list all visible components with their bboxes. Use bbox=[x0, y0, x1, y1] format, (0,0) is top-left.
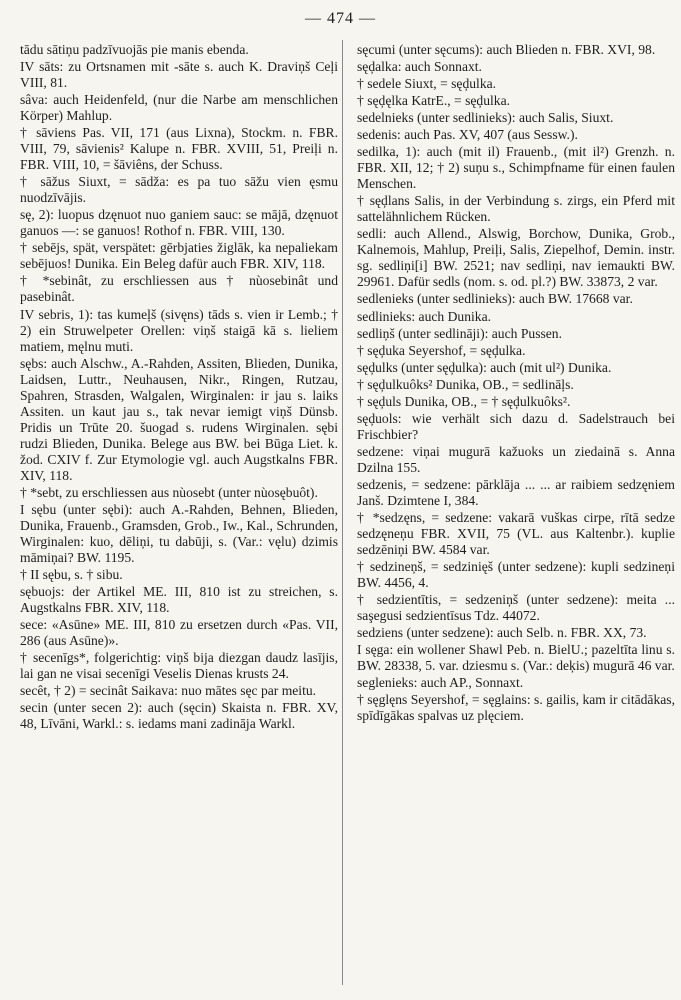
entry: sedzenis, = sedzene: pārklāja ... ... ar raibiem sedzęniem Janš. Dzimtene I, 384. bbox=[357, 476, 675, 508]
entry: sę, 2): luopus dzęnuot nuo ganiem sauc: se mājā, dzęnuot ganuos —: se ganuos! Rothof n. FBR. VIII, 130. bbox=[20, 207, 338, 239]
left-column bbox=[20, 42, 338, 732]
entry: sedliņš (unter sedlināji): auch Pussen. bbox=[357, 325, 563, 341]
entry: † *sedzęns, = sedzene: vakarā vuškas cirpe, rītā sedze sedzęneņu FBR. XVII, 75 (VL. aus Kaltenbr.). kuplie sedzēniņi BW. 4584 var. bbox=[357, 509, 675, 557]
entry: † sęḑęlka KatrE., = sęḑulka. bbox=[357, 93, 510, 109]
entry: sedlinieks: auch Dunika. bbox=[357, 308, 492, 324]
page-number: — 474 — bbox=[305, 10, 376, 27]
entry: sęḑalka: auch Sonnaxt. bbox=[357, 59, 482, 75]
entry: sece: «Asūne» ME. III, 810 zu ersetzen durch «Pas. VII, 286 (aus Asūne)». bbox=[20, 617, 338, 649]
entry: † sedele Siuxt, = sęḑulka. bbox=[357, 76, 497, 92]
entry: sębs: auch Alschw., A.-Rahden, Assiten, Blieden, Dunika, Laidsen, Luttr., Neuhausen, Nikr., Ringen, Rutzau, Spahren, Strasden, Walgalen, Wirginalen: ir jau s. laiks Assiten. un kaut jau s., tak nevar iemigt viņš Dünsb. Pridis un Trūte 20. šuogad s. rudens Wirginalen. sębi rudzi Blieden, Dunika. Belege aus BW. bei Būga Liet. k. žod. CXIV f. Zur Etymologie vgl. auch Augstkalns FBR. XIV, 118. bbox=[20, 355, 338, 483]
entry: sedli: auch Allend., Alswig, Borchow, Dunika, Grob., Kalnemois, Mahlup, Preiļi, Salis, Ziepelhof, Demin. instr. sg. sedliņi[i] BW. 2521; nav sedliņi, nav iemaukti BW. 29961. Dafür sedls (nom. s. od. pl.?) BW. 33873, 2 var. bbox=[357, 226, 675, 290]
right-column bbox=[357, 42, 675, 724]
entry: sęḑuols: wie verhält sich dazu d. Sadelstrauch bei Frischbier? bbox=[357, 410, 675, 442]
entry: † sęḑuls Dunika, OB., = † sęḑulkuôks². bbox=[357, 393, 571, 409]
entry: † sęḑuka Seyershof, = sęḑulka. bbox=[357, 342, 526, 358]
entry: IV sebris, 1): tas kumeļš (sivęns) tāds s. vien ir Lemb.; † 2) ein Struwelpeter Orellen: viņš staigā kā s. lieliem matiem, męlnu muti. bbox=[20, 306, 338, 354]
entry: tādu sātiņu padzīvuojās pie manis ebenda. bbox=[20, 42, 249, 57]
entry: sedziens (unter sedzene): auch Selb. n. FBR. XX, 73. bbox=[357, 625, 647, 641]
entry: † sęglęns Seyershof, = sęglains: s. gailis, kam ir citādākas, spīdīgākas spalvas uz plęciem. bbox=[357, 692, 675, 724]
entry: IV sāts: zu Ortsnamen mit -sāte s. auch K. Draviņš Ceļi VIII, 81. bbox=[20, 59, 338, 91]
entry: I sębu (unter sębi): auch A.-Rahden, Behnen, Blieden, Dunika, Frauenb., Gramsden, Grob., Iw., Kal., Schrunden, Wirginalen: kuo, dēliņi, tu dabūji, s. (Var.: vęlu) dzimis māmiņai? BW. 1195. bbox=[20, 501, 338, 565]
entry: sedlenieks (unter sedlinieks): auch BW. 17668 var. bbox=[357, 291, 633, 307]
entry: † sedzientītis, = sedzeniņš (unter sedzene): meita ... saşegusi sedzientīsus Tdz. 44072. bbox=[357, 592, 675, 624]
entry: † sęḑulkuôks² Dunika, OB., = sedlināļs. bbox=[357, 376, 574, 392]
entry: secin (unter secen 2): auch (sęcin) Skaista n. FBR. XV, 48, Līvāni, Warkl.: s. iedams mani zadināja Warkl. bbox=[20, 700, 338, 732]
entry: † sebējs, spät, verspätet: gērbjaties žiglāk, ka nepaliekam sebējuos! Dunika. Ein Beleg dafür auch FBR. XIV, 118. bbox=[20, 240, 338, 272]
entry: † *sebinât, zu erschliessen aus † nùosebinât und pasebinât. bbox=[20, 273, 338, 305]
entry: I sęga: ein wollener Shawl Peb. n. BielU.; pazeltīta linu s. BW. 28338, 5. var. dziesmu s. (Var.: deķis) mugurā 46 var. bbox=[357, 642, 675, 674]
column-divider bbox=[342, 40, 343, 985]
entry: sedilka, 1): auch (mit il) Frauenb., (mit il²) Grenzh. n. FBR. XII, 12; † 2) suņu s., Schimpfname für einen faulen Menschen. bbox=[357, 144, 675, 192]
entry: † sāviens Pas. VII, 171 (aus Lixna), Stockm. n. FBR. VIII, 79, sāvienis² Kalupe n. FBR. XVIII, 51, Preiļi n. FBR. VIII, 10, = šāviêns, der Schuss. bbox=[20, 125, 338, 173]
entry: seglenieks: auch AP., Sonnaxt. bbox=[357, 675, 524, 691]
entry: † II sębu, s. † sibu. bbox=[20, 567, 123, 582]
entry: sęḑulks (unter sęḑulka): auch (mit ul²) Dunika. bbox=[357, 359, 612, 375]
entry: † secenīgs*, folgerichtig: viņš bija diezgan daudz lasījis, lai gan ne visai secenīgi Veselis Dienas krusts 24. bbox=[20, 650, 338, 682]
entry: secêt, † 2) = secinât Saikava: nuo mātes sęc par meitu. bbox=[20, 683, 317, 699]
entry: † sāžus Siuxt, = sādža: es pa tuo sāžu vien ęsmu nuodzīvājis. bbox=[20, 174, 338, 206]
entry: sedzene: viņai mugurā kažuoks un ziedainā s. Anna Dzilna 155. bbox=[357, 443, 675, 475]
entry: sâva: auch Heidenfeld, (nur die Narbe am menschlichen Körper) Mahlup. bbox=[20, 92, 338, 124]
entry: † *sebt, zu erschliessen aus nùosebt (unter nùosębuôt). bbox=[20, 484, 318, 500]
entry: sedenis: auch Pas. XV, 407 (aus Sessw.). bbox=[357, 127, 578, 143]
entry: † sęḑlans Salis, in der Verbindung s. zirgs, ein Pferd mit sattelähnlichem Rücken. bbox=[357, 193, 675, 225]
entry: sębuojs: der Artikel ME. III, 810 ist zu streichen, s. Augstkalns FBR. XIV, 118. bbox=[20, 584, 338, 616]
entry: sęcumi (unter sęcums): auch Blieden n. FBR. XVI, 98. bbox=[357, 42, 656, 57]
entry: † sedzineņš, = sedzinięš (unter sedzene): kupli sedzineņi BW. 4456, 4. bbox=[357, 558, 675, 590]
entry: sedelnieks (unter sedlinieks): auch Salis, Siuxt. bbox=[357, 110, 614, 126]
